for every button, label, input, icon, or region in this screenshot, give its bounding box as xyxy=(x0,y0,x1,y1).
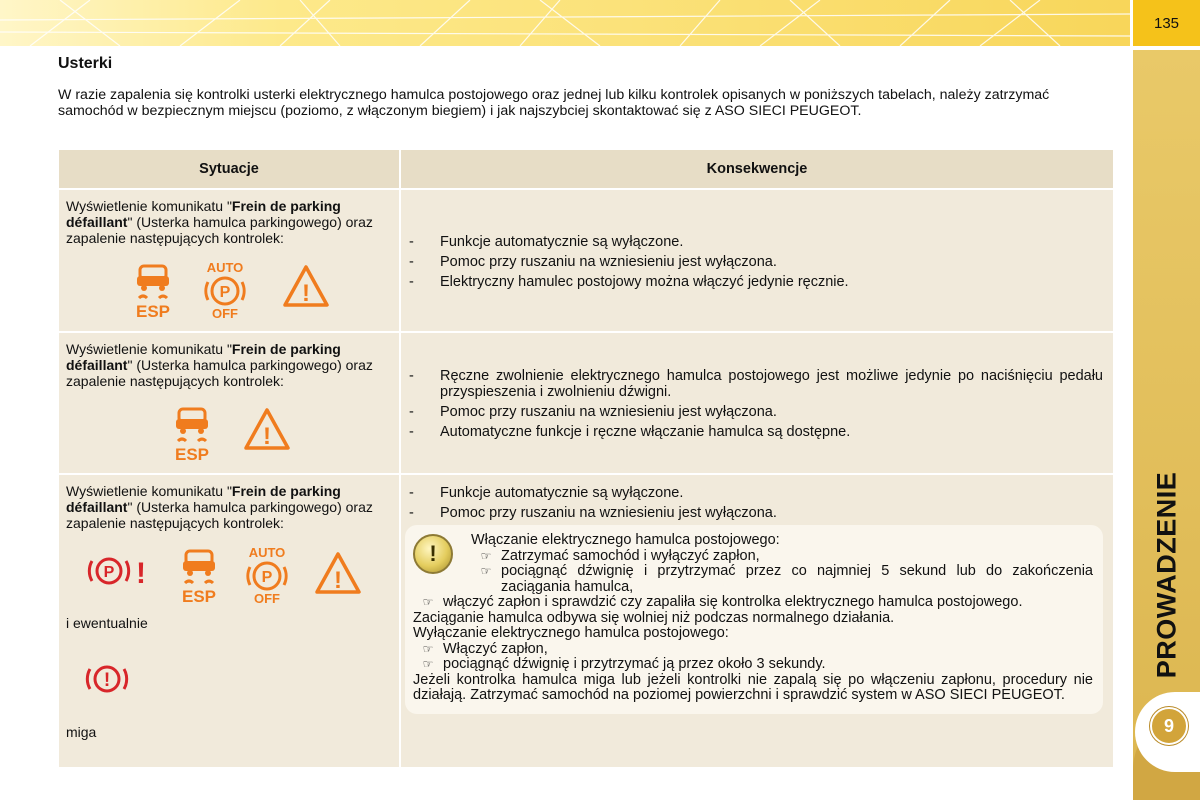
situation-text: Wyświetlenie komunikatu "Frein de parking défaillant" (Usterka hamulca parkingowego) oraz zapalenie następujących kontrolek: xyxy=(66,483,373,531)
table-row xyxy=(59,475,1113,767)
list-item: - Pomoc przy ruszaniu na wzniesieniu jest wyłączona. xyxy=(409,404,777,420)
note-step: ☞ pociągnąć dźwignię i przytrzymać przez co najmniej 5 sekund lub do zakończenia zaciągania hamulca, xyxy=(413,564,1093,595)
note-heading: Włączanie elektrycznego hamulca postojowego: xyxy=(471,532,780,548)
header-consequence: Konsekwencje xyxy=(401,150,1113,188)
and-possibly-text: i ewentualnie xyxy=(66,615,148,631)
consequence-list xyxy=(401,333,1113,440)
warning-triangle-icon xyxy=(313,549,363,599)
pointing-hand-icon: ☞ xyxy=(422,657,434,671)
warning-symbol: ! xyxy=(302,280,310,307)
warning-symbol: ! xyxy=(334,567,342,594)
situation-cell xyxy=(59,333,399,473)
esp-label: ESP xyxy=(135,302,171,320)
note-text: Zaciąganie hamulca odbywa się wolniej niż podczas normalnego działania. xyxy=(413,609,895,626)
pointing-hand-icon: ☞ xyxy=(480,564,492,578)
pointing-hand-icon: ☞ xyxy=(422,641,434,656)
warning-lights xyxy=(131,260,399,320)
parking-brake-fault-icon xyxy=(81,549,151,599)
brake-warning-lights xyxy=(79,657,399,706)
warning-symbol: ! xyxy=(263,423,271,450)
consequence-cell xyxy=(401,190,1113,331)
section-label: PROWADZENIE xyxy=(1151,471,1181,679)
consequence-list xyxy=(401,475,1113,521)
p-label: P xyxy=(219,284,231,301)
warning-info-icon: ! xyxy=(413,534,453,574)
message-name: Frein de parking défaillant xyxy=(66,483,341,515)
p-label: P xyxy=(261,569,273,586)
header-situation: Sytuacje xyxy=(59,150,399,188)
brake-warning-icon xyxy=(79,657,135,701)
page-title: Usterki xyxy=(58,55,113,72)
warning-lights xyxy=(170,403,399,463)
consequence-cell xyxy=(401,333,1113,473)
list-item: - Funkcje automatycznie są wyłączone. xyxy=(409,234,684,250)
auto-label: AUTO xyxy=(206,260,244,275)
p-label: P xyxy=(103,564,115,581)
warning-lights xyxy=(81,545,399,605)
message-name: Frein de parking défaillant xyxy=(66,198,341,230)
consequence-cell xyxy=(401,475,1113,767)
auto-park-off-icon xyxy=(197,260,253,320)
esp-icon xyxy=(170,403,214,463)
chapter-number-badge: 9 xyxy=(1150,707,1188,745)
list-item: - Elektryczny hamulec postojowy można włączyć jedynie ręcznie. xyxy=(409,274,849,290)
exclamation-mark: ! xyxy=(103,670,111,691)
table-row xyxy=(59,333,1113,473)
header-band xyxy=(0,0,1130,46)
list-item: - Pomoc przy ruszaniu na wzniesieniu jest wyłączona. xyxy=(409,505,777,521)
warning-triangle-icon xyxy=(281,262,331,312)
table-row xyxy=(59,190,1113,331)
auto-label: AUTO xyxy=(248,545,286,560)
exclamation-mark: ! xyxy=(136,557,146,590)
table-header-row xyxy=(59,150,1113,188)
pointing-hand-icon: ☞ xyxy=(422,595,434,609)
note-step: ☞ Zatrzymać samochód i wyłączyć zapłon, xyxy=(413,549,1093,565)
note-box xyxy=(405,525,1103,714)
note-step: ☞ Włączyć zapłon, xyxy=(413,642,1093,658)
decorative-lines xyxy=(0,0,1130,46)
note-step: ☞ włączyć zapłon i sprawdzić czy zapaliła się kontrolka elektrycznego hamulca postojowego. xyxy=(413,595,1093,611)
intro-paragraph: W razie zapalenia się kontrolki usterki elektrycznego hamulca postojowego oraz jednej lub kilku kontrolek opisanych w poniższych tabelach, należy zatrzymać samochód w bezpiecznym miejscu (poziomo, z włączonym biegiem) i jak najszybciej skontaktować się z ASO SIECI PEUGEOT. xyxy=(58,87,1050,119)
esp-label: ESP xyxy=(181,587,217,605)
note-text: Jeżeli kontrolka hamulca miga lub jeżeli kontrolki nie zapalą się po włączeniu zapłonu, procedury nie działają. Zatrzymać samochód na poziomej powierzchni i sprawdzić system w ASO SIECI PEUGEOT. xyxy=(413,671,1093,703)
blinks-text: miga xyxy=(66,724,97,740)
off-label: OFF xyxy=(254,591,280,605)
message-name: Frein de parking défaillant xyxy=(66,341,341,373)
page-number: 135 xyxy=(1133,0,1200,46)
auto-park-off-icon xyxy=(239,545,295,605)
list-item: - Ręczne zwolnienie elektrycznego hamulca postojowego jest możliwe jedynie po naciśnięciu pedału przyspieszenia i zwolnieniu dźwigni. xyxy=(409,368,1103,400)
situation-cell xyxy=(59,190,399,331)
pointing-hand-icon: ☞ xyxy=(480,548,492,563)
list-item: - Funkcje automatycznie są wyłączone. xyxy=(409,485,684,501)
warning-triangle-icon xyxy=(242,405,292,455)
list-item: - Automatyczne funkcje i ręczne włączanie hamulca są dostępne. xyxy=(409,424,851,440)
esp-icon xyxy=(131,260,175,320)
situation-cell xyxy=(59,475,399,767)
consequence-list xyxy=(401,190,1113,290)
faults-table xyxy=(57,148,1115,769)
note-heading: Wyłączanie elektrycznego hamulca postojowego: xyxy=(413,625,729,641)
situation-text: Wyświetlenie komunikatu "Frein de parking défaillant" (Usterka hamulca parkingowego) oraz zapalenie następujących kontrolek: xyxy=(66,341,373,389)
off-label: OFF xyxy=(212,306,238,320)
situation-text: Wyświetlenie komunikatu "Frein de parking défaillant" (Usterka hamulca parkingowego) oraz zapalenie następujących kontrolek: xyxy=(66,198,373,246)
list-item: - Pomoc przy ruszaniu na wzniesieniu jest wyłączona. xyxy=(409,254,777,270)
note-step: ☞ pociągnąć dźwignię i przytrzymać ją przez około 3 sekundy. xyxy=(413,657,1093,673)
esp-icon xyxy=(177,545,221,605)
esp-label: ESP xyxy=(174,445,210,463)
